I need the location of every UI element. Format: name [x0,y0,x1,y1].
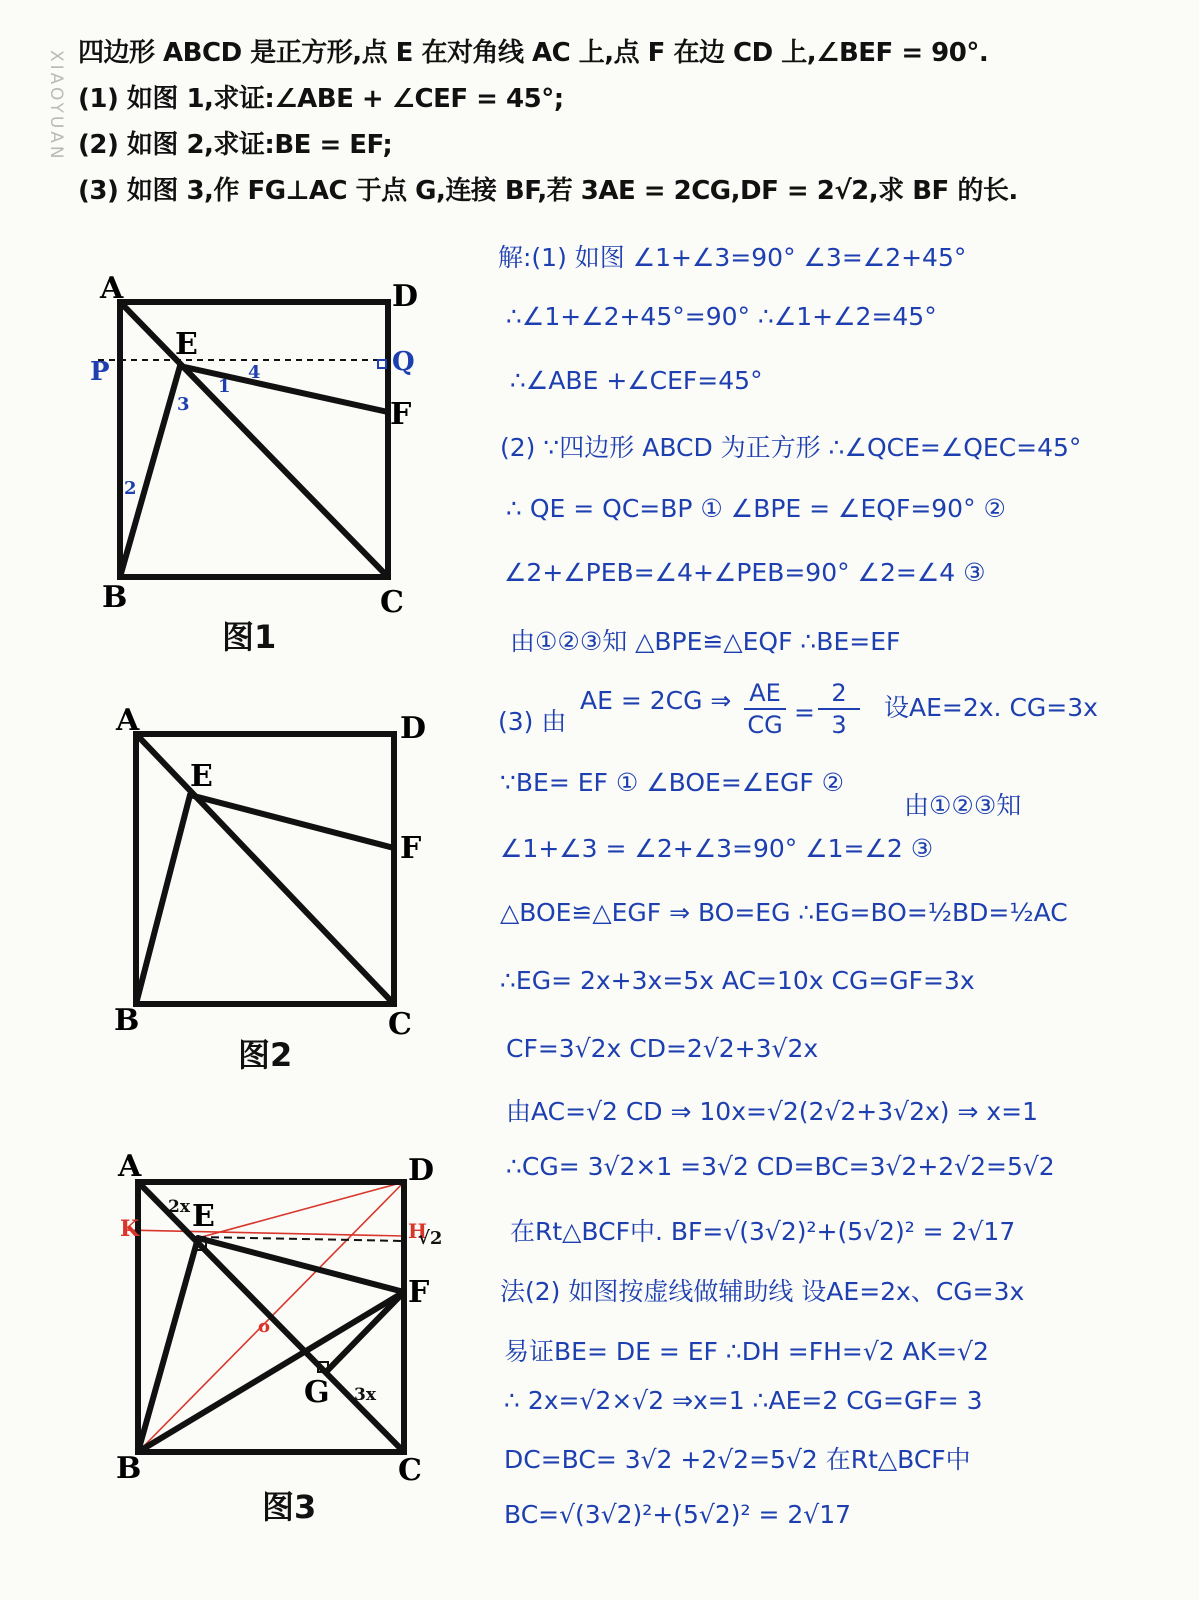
figure-3-caption: 图3 [262,1488,317,1526]
fraction-denominator: CG [747,711,783,739]
solution-line-15: ∴CG= 3√2×1 =3√2 CD=BC=3√2+2√2=5√2 [506,1152,1055,1181]
label-a: A [116,703,140,738]
solution-line-5: ∴ QE = QC=BP ① ∠BPE = ∠EQF=90° ② [506,494,1006,523]
figure-3 [100,1140,460,1490]
figure-2-caption: 图2 [238,1036,293,1074]
label-angle-4: 4 [248,362,261,383]
label-f: F [390,397,412,432]
solution-line-7: 由①②③知 △BPE≌△EQF ∴BE=EF [510,627,901,656]
label-e: E [190,759,213,794]
label-d: D [408,1153,435,1188]
label-angle-2: 2 [124,478,137,499]
fraction-denominator: 3 [831,711,847,739]
solution-line-8-given: AE = 2CG ⇒ [580,686,732,715]
problem-intro: 四边形 ABCD 是正方形,点 E 在对角线 AC 上,点 F 在边 CD 上,∠BEF = 90°. [78,38,989,68]
problem-statement [78,30,1168,214]
fraction-ae-cg [744,678,786,740]
solution-line-4: (2) ∵四边形 ABCD 为正方形 ∴∠QCE=∠QEC=45° [500,433,1082,462]
label-h: H [408,1219,427,1243]
solution-line-11: △BOE≌△EGF ⇒ BO=EG ∴EG=BO=½BD=½AC [500,898,1068,927]
solution-line-14: 由AC=√2 CD ⇒ 10x=√2(2√2+3√2x) ⇒ x=1 [506,1097,1039,1126]
segment-be [120,366,180,577]
fraction-numerator: 2 [818,678,860,710]
right-angle-q [378,360,386,368]
aux-line-kh [126,1230,404,1236]
solution-line-20: DC=BC= 3√2 +2√2=5√2 在Rt△BCF中 [504,1445,971,1474]
diagonal-ac [136,734,394,1004]
figure-1-caption: 图1 [222,618,277,656]
segment-be [136,795,190,1004]
label-c: C [398,1453,422,1488]
label-g: G [304,1375,330,1410]
segment-ef [180,366,388,412]
label-d: D [392,279,419,314]
label-c: C [388,1007,412,1042]
label-f: F [408,1275,430,1310]
fraction-numerator: AE [744,678,786,710]
label-b: B [116,1451,142,1486]
label-k: K [120,1216,140,1242]
label-ae-2x: 2x [168,1197,190,1217]
question-1: (1) 如图 1,求证:∠ABE + ∠CEF = 45°; [78,84,564,114]
dashed-eh [198,1237,404,1241]
figure-1 [80,260,460,620]
label-dh-value: √2 [418,1228,443,1249]
solution-line-16: 在Rt△BCF中. BF=√(3√2)²+(5√2)² = 2√17 [510,1217,1016,1246]
label-a: A [100,271,124,306]
solution-line-1: 解:(1) 如图 ∠1+∠3=90° ∠3=∠2+45° [498,243,967,272]
solution-line-12: ∴EG= 2x+3x=5x AC=10x CG=GF=3x [500,966,975,995]
label-d: D [400,711,427,746]
question-2: (2) 如图 2,求证:BE = EF; [78,130,393,160]
solution-line-8-assume: 设AE=2x. CG=3x [884,693,1098,722]
label-q: Q [392,347,415,377]
aux-line-de [198,1182,404,1238]
solution-line-8-equals: = [794,698,815,727]
watermark: XIAOYUAN [46,50,66,162]
figure-2 [100,700,460,1040]
solution-line-9-note: 由①②③知 [904,791,1022,820]
label-c: C [380,585,404,620]
solution-line-8-prefix: (3) 由 [498,707,567,736]
label-cg-3x: 3x [354,1385,376,1405]
solution-line-6: ∠2+∠PEB=∠4+∠PEB=90° ∠2=∠4 ③ [504,558,986,587]
label-angle-1: 1 [218,376,231,397]
solution-line-21: BC=√(3√2)²+(5√2)² = 2√17 [504,1500,852,1529]
label-a: A [118,1149,142,1184]
solution-line-9: ∵BE= EF ① ∠BOE=∠EGF ② [500,768,845,797]
solution-line-10: ∠1+∠3 = ∠2+∠3=90° ∠1=∠2 ③ [500,834,934,863]
fraction-two-thirds [818,678,860,740]
label-f: F [400,831,422,866]
label-o: o [258,1316,271,1337]
label-b: B [102,580,128,615]
label-angle-3: 3 [177,394,190,415]
label-e: E [175,327,198,362]
solution-line-18: 易证BE= DE = EF ∴DH =FH=√2 AK=√2 [504,1337,989,1366]
solution-line-19: ∴ 2x=√2×√2 ⇒x=1 ∴AE=2 CG=GF= 3 [504,1386,983,1415]
label-p: P [90,357,110,387]
label-e: E [192,1199,215,1234]
solution-line-17: 法(2) 如图按虚线做辅助线 设AE=2x、CG=3x [500,1277,1025,1306]
solution-line-13: CF=3√2x CD=2√2+3√2x [506,1034,819,1063]
segment-ef [198,1238,404,1292]
label-b: B [114,1003,140,1038]
solution-line-2: ∴∠1+∠2+45°=90° ∴∠1+∠2=45° [506,302,937,331]
solution-line-3: ∴∠ABE +∠CEF=45° [510,366,763,395]
question-3: (3) 如图 3,作 FG⊥AC 于点 G,连接 BF,若 3AE = 2CG,DF = 2√2,求 BF 的长. [78,176,1018,206]
